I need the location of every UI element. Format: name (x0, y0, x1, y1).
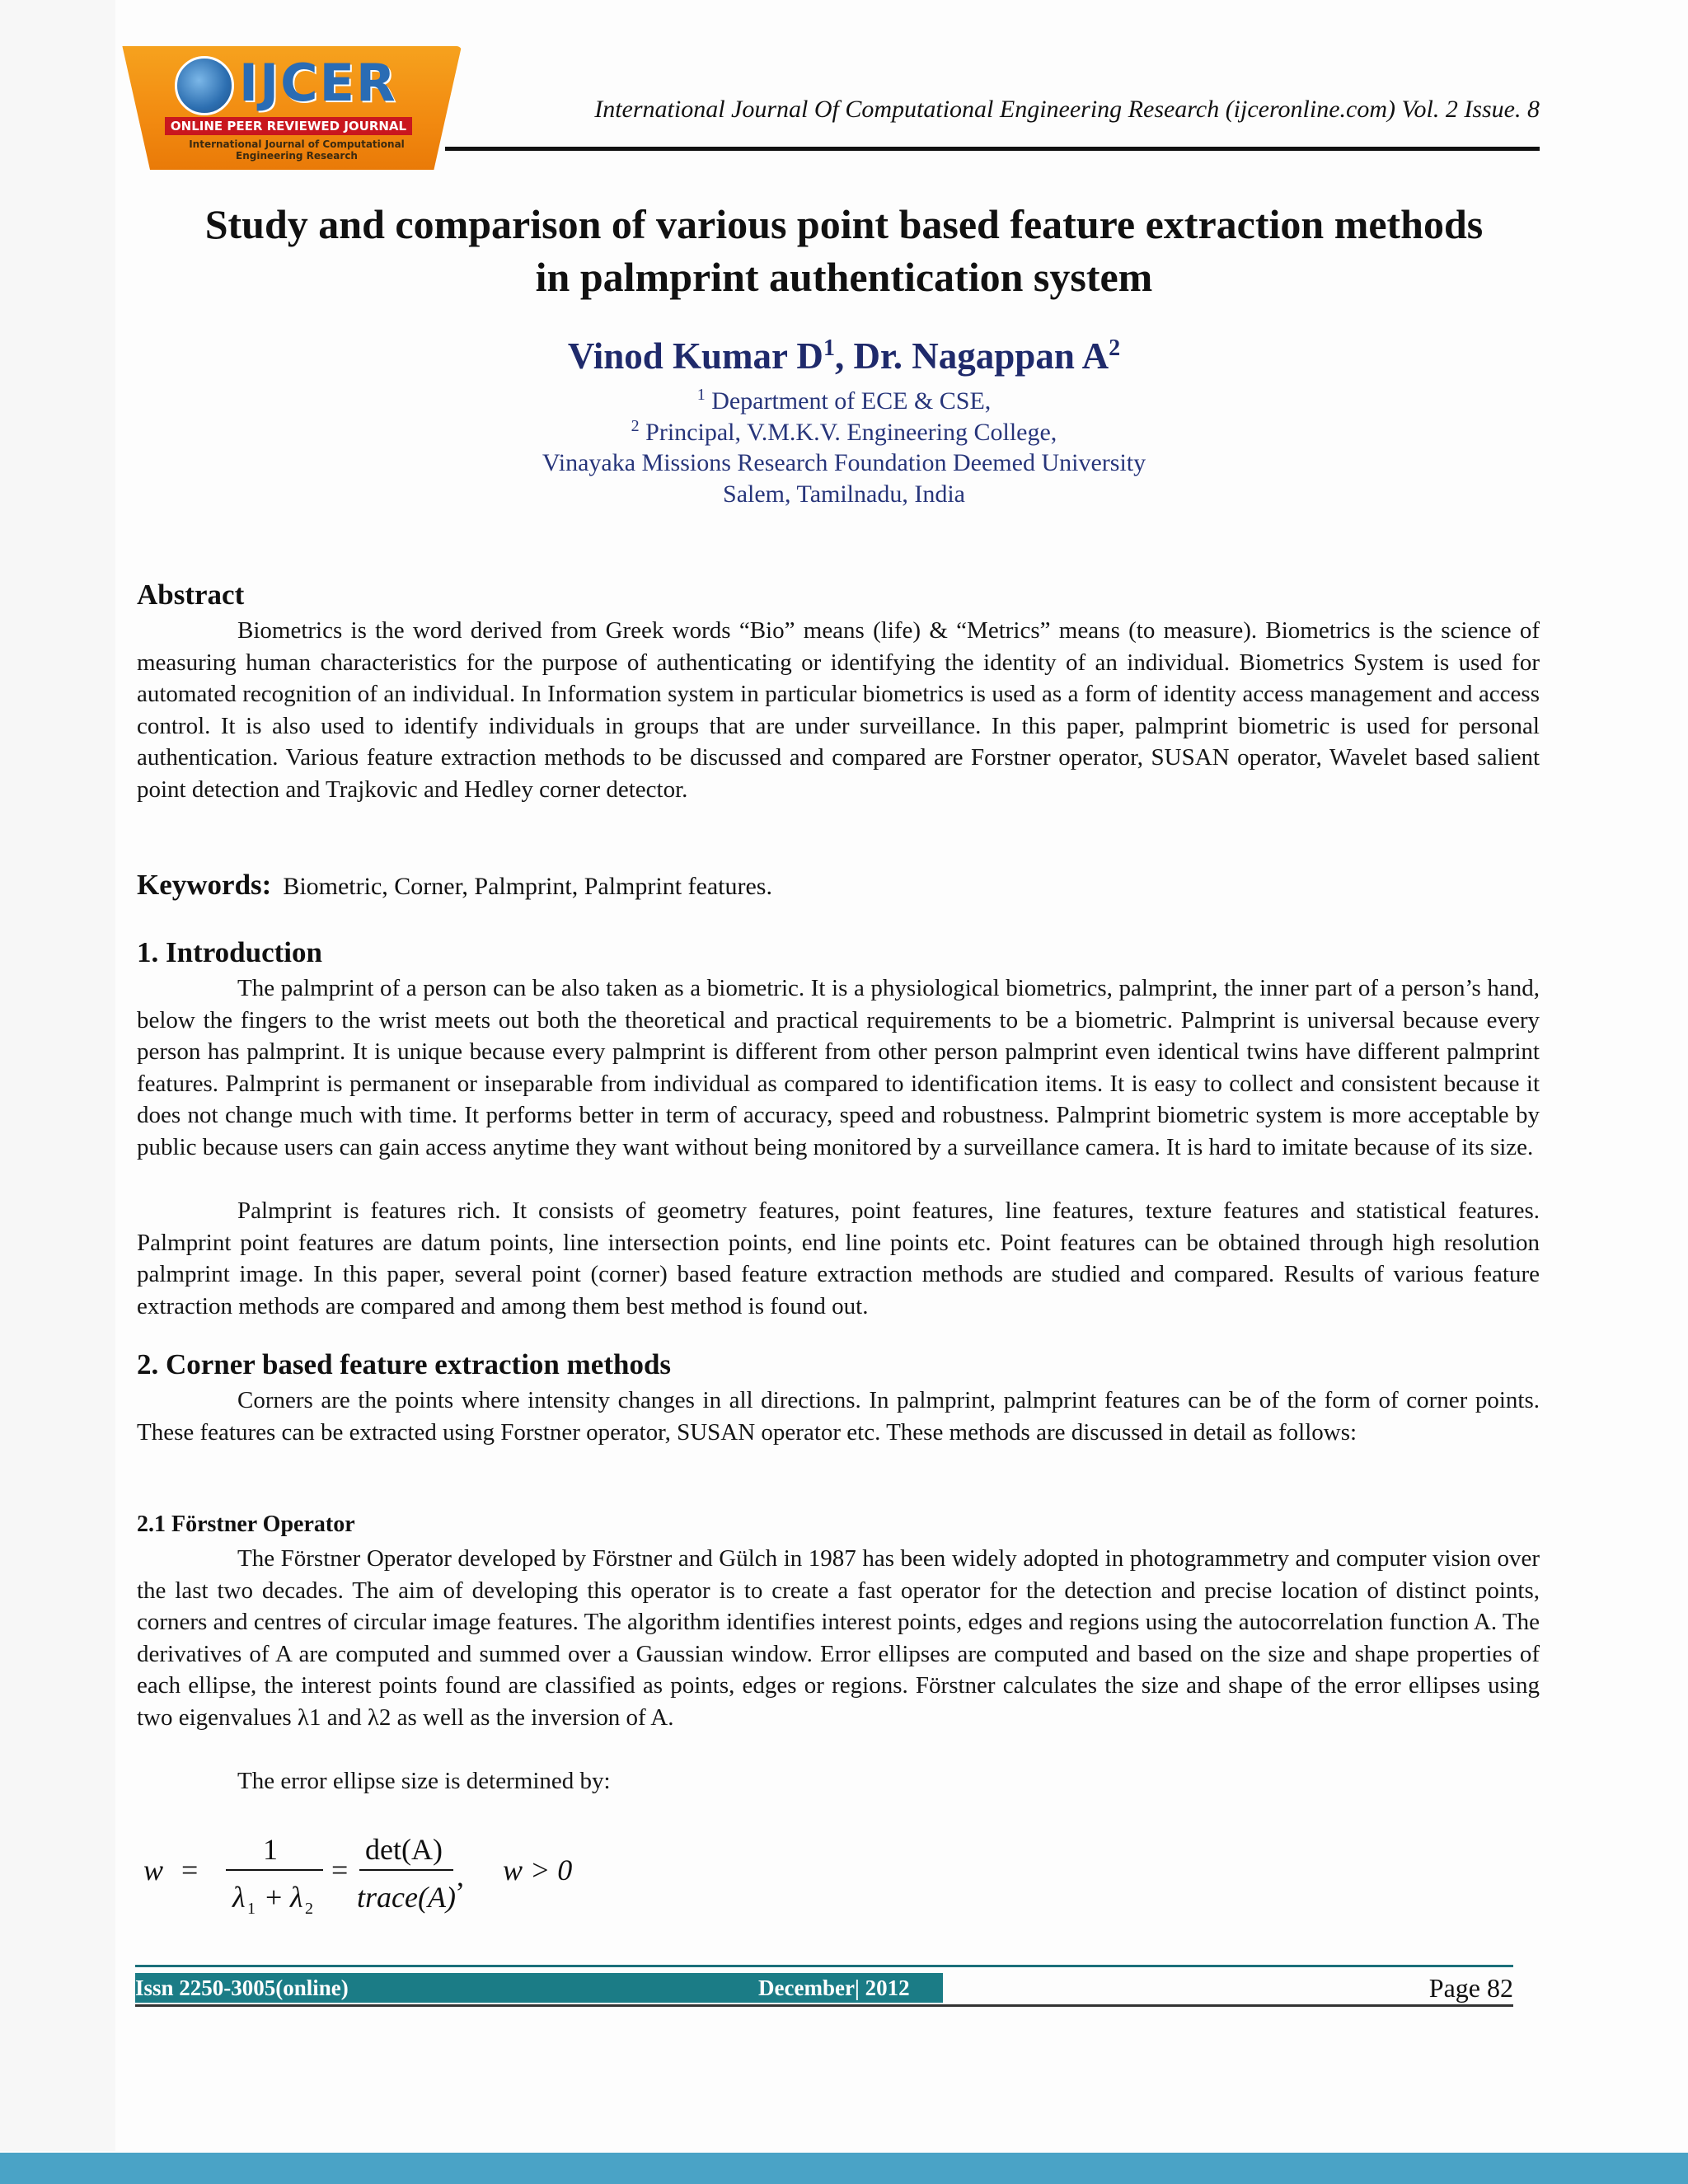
author-separator: , (834, 335, 854, 377)
forstner-paragraph-2 (137, 1765, 1540, 1797)
journal-logo (115, 41, 462, 181)
footer-bar (135, 1973, 943, 2003)
equation-equals-2: = (331, 1854, 349, 1886)
equation-numerator-2: det(A) (365, 1833, 443, 1866)
logo-subtitle-line2: Engineering Research (236, 150, 358, 162)
forstner-text-2: The error ellipse size is determined by: (237, 1768, 611, 1794)
equation-lambda-2-sub: 2 (305, 1900, 313, 1918)
subsection-heading-forstner: 2.1 Förstner Operator (137, 1511, 355, 1537)
forstner-paragraph-1 (137, 1543, 1540, 1733)
affiliation-line (124, 417, 1564, 447)
author-list (124, 335, 1564, 377)
section2-text: Corners are the points where intensity changes in all directions. In palmprint, palmprint features can be of the form of corner points. These features can be extracted using Forstner operator, SUSAN operator etc. These methods are discussed in detail as follows: (137, 1387, 1540, 1446)
affiliation-text: Principal, V.M.K.V. Engineering College, (645, 419, 1057, 446)
error-ellipse-equation (140, 1821, 799, 1920)
affiliation-text: Salem, Tamilnadu, India (723, 480, 965, 508)
section-heading-corner-methods: 2. Corner based feature extraction methods (137, 1348, 672, 1380)
affiliation-mark: 1 (696, 386, 706, 404)
paper-title-line2: in palmprint authentication system (535, 254, 1153, 300)
intro-paragraph-2 (137, 1195, 1540, 1322)
equation-lhs: w (143, 1854, 164, 1886)
page-margin-shade (0, 0, 115, 2151)
equation-lambda-1-sub: 1 (247, 1900, 256, 1918)
logo-name: IJCER (239, 53, 397, 113)
journal-header: International Journal Of Computational Engineering Research (ijceronline.com) Vol. 2 Issue. 8 (594, 96, 1540, 123)
globe-icon (175, 56, 234, 115)
equation-lambda-2: λ (290, 1881, 303, 1914)
affiliation-line (124, 449, 1564, 477)
keywords-text: Biometric, Corner, Palmprint, Palmprint features. (283, 873, 772, 900)
intro-text-2: Palmprint is features rich. It consists of geometry features, point features, line features, texture features and statistical features. Palmprint point features are datum points, line intersection points, end line points etc. Point features can be obtained through high resolution palmprint image. In this paper, several point (corner) based feature extraction methods are studied and compared. Results of various feature extraction methods are compared and among them best method is found out. (137, 1197, 1540, 1319)
equation-equals: = (181, 1854, 199, 1886)
keywords-line (137, 869, 772, 902)
abstract-text: Biometrics is the word derived from Greek words “Bio” means (life) & “Metrics” means (to measure). Biometrics is the science of measuring human characteristics for the purpose of authenticating or identifying the identity of an individual. Biometrics System is used for automated recognition of an individual. In Information system in particular biometrics is used as a form of identity access management and access control. It is also used to identify individuals in groups that are under surveillance. In this paper, palmprint biometric is used for personal authentication. Various feature extraction methods to be discussed and compared are Forstner operator, SUSAN operator, Wavelet based salient point detection and Trajkovic and Hedley corner detector. (137, 617, 1540, 803)
footer-divider-top (135, 1965, 1513, 1967)
paper-title-line1: Study and comparison of various point based feature extraction methods (204, 201, 1484, 247)
abstract-heading: Abstract (137, 579, 245, 611)
affiliation-mark: 2 (631, 417, 640, 435)
section2-paragraph (137, 1385, 1540, 1448)
footer-date: December| 2012 (758, 1975, 910, 2000)
author-name: Vinod Kumar D (567, 335, 823, 377)
page-number: Page 82 (1428, 1973, 1513, 2003)
abstract-paragraph (137, 615, 1540, 805)
forstner-text-1: The Förstner Operator developed by Förstner and Gülch in 1987 has been widely adopted in photogrammetry and computer vision over the last two decades. The aim of developing this operator is to create a fast operator for the detection and precise location of distinct points, corners and centres of circular image features. The algorithm identifies interest points, edges and regions using the autocorrelation function A. The derivatives of A are computed and summed over a Gaussian window. Error ellipses are computed and based on the size and shape properties of each ellipse, the interest points found are classified as points, edges or regions. Förstner calculates the size and shape of the error ellipses using two eigenvalues λ1 and λ2 as well as the inversion of A. (137, 1545, 1540, 1731)
footer-issn: Issn 2250-3005(online) (135, 1975, 349, 2000)
intro-text-1: The palmprint of a person can be also taken as a biometric. It is a physiological biometrics, palmprint, the inner part of a person’s hand, below the fingers to the wrist meets out both the theoretical and practical requirements to be a biometric. Palmprint is universal because every person has palmprint. It is unique because every palmprint is different from other person palmprint even identical twins have different palmprint features. Palmprint is permanent or inseparable from individual as compared to identification items. It is easy to collect and consistent because it does not change much with time. It performs better in term of accuracy, speed and robustness. Palmprint biometric system is more acceptable by public because users can gain access anytime they want without being monitored by a surveillance camera. It is hard to imitate because of its size. (137, 975, 1540, 1160)
equation-condition: w > 0 (503, 1854, 573, 1886)
author-affil-mark: 2 (1109, 335, 1121, 361)
equation-denominator-2: trace(A) (357, 1881, 456, 1914)
viewer-bottom-strip (0, 2153, 1688, 2184)
affiliation-line (124, 386, 1564, 415)
logo-tagline: ONLINE PEER REVIEWED JOURNAL (165, 117, 412, 135)
equation-comma: , (457, 1859, 464, 1892)
header-divider (445, 147, 1540, 151)
affiliation-text: Vinayaka Missions Research Foundation Deemed University (542, 449, 1146, 476)
equation-numerator-1: 1 (263, 1833, 278, 1866)
equation-lambda-1: λ (232, 1881, 246, 1914)
affiliation-line (124, 480, 1564, 509)
logo-subtitle (173, 138, 420, 162)
author-name: Dr. Nagappan A (853, 335, 1109, 377)
footer-divider-bottom (135, 2004, 1513, 2007)
logo-subtitle-line1: International Journal of Computational (189, 138, 405, 150)
equation-plus: + (265, 1881, 283, 1914)
keywords-label: Keywords: (137, 869, 272, 901)
section-heading-introduction: 1. Introduction (137, 936, 322, 968)
intro-paragraph-1 (137, 972, 1540, 1163)
author-affil-mark: 1 (823, 335, 835, 361)
paper-title (124, 198, 1564, 303)
affiliation-text: Department of ECE & CSE, (711, 387, 992, 415)
